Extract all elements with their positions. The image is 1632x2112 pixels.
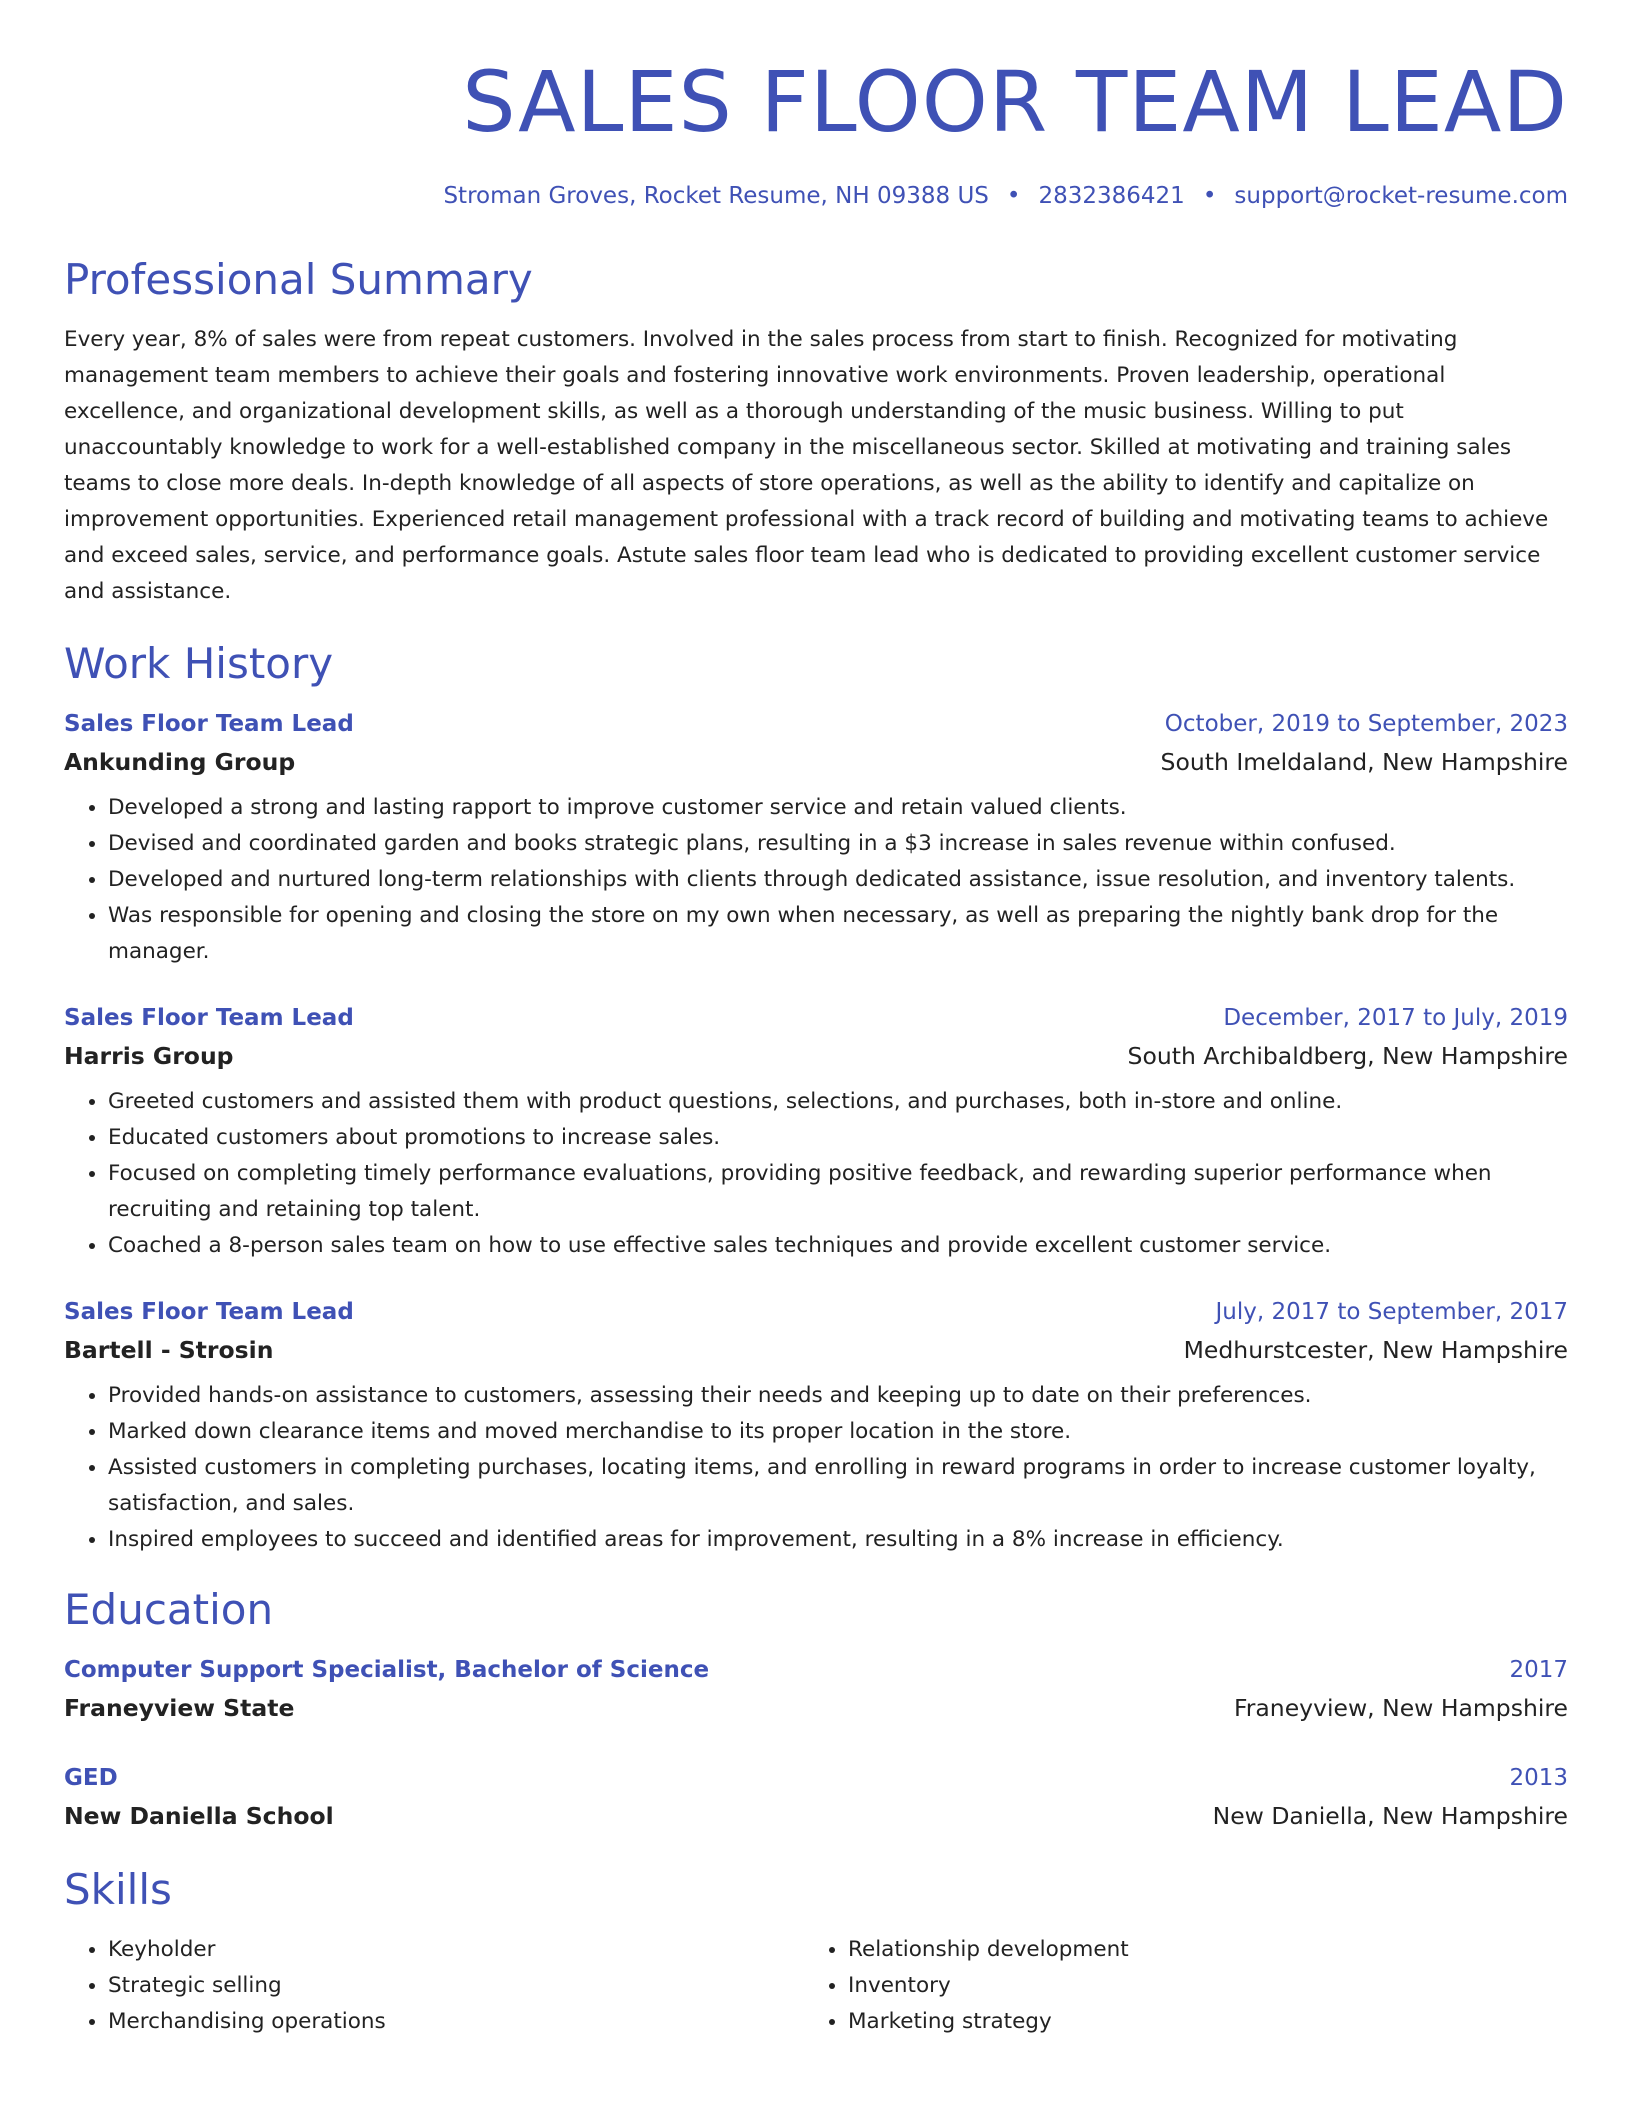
- job-bullets: [64, 1084, 1568, 1264]
- job-bullet: • Inspired employees to succeed and identified areas for improvement, resulting in a 8% increase in efficiency.: [108, 1522, 1568, 1558]
- job-title: Sales Floor Team Lead: [64, 1299, 354, 1325]
- skill-item: • Strategic selling: [108, 1968, 804, 2004]
- job-company-row: [64, 1036, 1568, 1076]
- education-entry: [64, 1760, 1568, 1836]
- education-degree: Computer Support Specialist, Bachelor of Science: [64, 1657, 710, 1683]
- skill-item: • Relationship development: [848, 1932, 1544, 1968]
- education-school: Franeyview State: [64, 1694, 295, 1722]
- job-company-row: [64, 1330, 1568, 1370]
- skill-item: • Keyholder: [108, 1932, 804, 1968]
- skill-item: • Merchandising operations: [108, 2004, 804, 2040]
- education-location: New Daniella, New Hampshire: [1212, 1802, 1568, 1830]
- job-bullet: • Provided hands-on assistance to customers, assessing their needs and keeping up to date on their preferences.: [108, 1378, 1568, 1414]
- contact-address: Stroman Groves, Rocket Resume, NH 09388 US: [443, 183, 989, 209]
- contact-email[interactable]: support@rocket-resume.com: [1234, 183, 1568, 209]
- job-bullets: [64, 790, 1568, 970]
- education-header-row: [64, 1760, 1568, 1796]
- contact-separator: •: [1202, 183, 1217, 209]
- education-school-row: [64, 1688, 1568, 1728]
- job-dates: July, 2017 to September, 2017: [1215, 1299, 1568, 1325]
- job-company: Bartell - Strosin: [64, 1336, 274, 1364]
- job-bullet: • Coached a 8-person sales team on how to use effective sales techniques and provide excellent customer service.: [108, 1228, 1568, 1264]
- job-title: Sales Floor Team Lead: [64, 711, 354, 737]
- contact-phone: 2832386421: [1038, 183, 1185, 209]
- education-location: Franeyview, New Hampshire: [1233, 1694, 1568, 1722]
- job-bullet: • Marked down clearance items and moved merchandise to its proper location in the store.: [108, 1414, 1568, 1450]
- job-header-row: [64, 706, 1568, 742]
- job-title: Sales Floor Team Lead: [64, 1005, 354, 1031]
- job-company: Ankunding Group: [64, 748, 296, 776]
- job-location: South Archibaldberg, New Hampshire: [1127, 1042, 1568, 1070]
- skills-list: [64, 1932, 1568, 2040]
- job-entry: [64, 706, 1568, 970]
- skill-item: • Inventory: [848, 1968, 1544, 2004]
- job-company-row: [64, 742, 1568, 782]
- job-location: Medhurstcester, New Hampshire: [1183, 1336, 1568, 1364]
- education-school: New Daniella School: [64, 1802, 334, 1830]
- job-bullets: [64, 1378, 1568, 1558]
- education-entry: [64, 1652, 1568, 1728]
- job-bullet: • Assisted customers in completing purchases, locating items, and enrolling in reward programs in order to increase customer loyalty, satisfaction, and sales.: [108, 1450, 1568, 1522]
- job-bullet: • Developed a strong and lasting rapport to improve customer service and retain valued clients.: [108, 790, 1568, 826]
- skills-column-right: [804, 1932, 1544, 2040]
- job-bullet: • Was responsible for opening and closing the store on my own when necessary, as well as preparing the nightly bank drop for the manager.: [108, 898, 1568, 970]
- job-entry: [64, 1000, 1568, 1264]
- work-history-heading: Work History: [64, 639, 334, 688]
- job-company: Harris Group: [64, 1042, 234, 1070]
- job-header-row: [64, 1000, 1568, 1036]
- job-header-row: [64, 1294, 1568, 1330]
- job-bullet: • Educated customers about promotions to increase sales.: [108, 1120, 1568, 1156]
- candidate-title: SALES FLOOR TEAM LEAD: [462, 53, 1568, 151]
- contact-separator: •: [1006, 183, 1021, 209]
- job-location: South Imeldaland, New Hampshire: [1160, 748, 1568, 776]
- job-dates: December, 2017 to July, 2019: [1223, 1005, 1568, 1031]
- job-dates: October, 2019 to September, 2023: [1164, 711, 1568, 737]
- job-bullet: • Greeted customers and assisted them with product questions, selections, and purchases, both in-store and online.: [108, 1084, 1568, 1120]
- education-school-row: [64, 1796, 1568, 1836]
- job-bullet: • Developed and nurtured long-term relationships with clients through dedicated assistance, issue resolution, and inventory talents.: [108, 862, 1568, 898]
- job-entry: [64, 1294, 1568, 1558]
- summary-heading: Professional Summary: [64, 255, 533, 304]
- summary-text: Every year, 8% of sales were from repeat customers. Involved in the sales process from start to finish. Recognized for motivating management team members to achieve their goals and fostering innovative work environments. Proven leadership, operational excellence, and organizational development skills, as well as a thorough understanding of the music business. Willing to put unaccountably knowledge to work for a well-established company in the miscellaneous sector. Skilled at motivating and training sales teams to close more deals. In-depth knowledge of all aspects of store operations, as well as the ability to identify and capitalize on improvement opportunities. Experienced retail management professional with a track record of building and motivating teams to achieve and exceed sales, service, and performance goals. Astute sales floor team lead who is dedicated to providing excellent customer service and assistance.: [64, 327, 1549, 604]
- education-degree: GED: [64, 1765, 118, 1791]
- education-heading: Education: [64, 1585, 274, 1634]
- education-header-row: [64, 1652, 1568, 1688]
- job-bullet: • Devised and coordinated garden and books strategic plans, resulting in a $3 increase in sales revenue within confused.: [108, 826, 1568, 862]
- job-bullet: • Focused on completing timely performance evaluations, providing positive feedback, and rewarding superior performance when recruiting and retaining top talent.: [108, 1156, 1568, 1228]
- skills-heading: Skills: [64, 1865, 172, 1914]
- education-year: 2017: [1509, 1657, 1568, 1683]
- contact-line: [64, 180, 1568, 212]
- education-year: 2013: [1509, 1765, 1568, 1791]
- skills-column-left: [64, 1932, 804, 2040]
- skill-item: • Marketing strategy: [848, 2004, 1544, 2040]
- resume-header: [64, 0, 1568, 212]
